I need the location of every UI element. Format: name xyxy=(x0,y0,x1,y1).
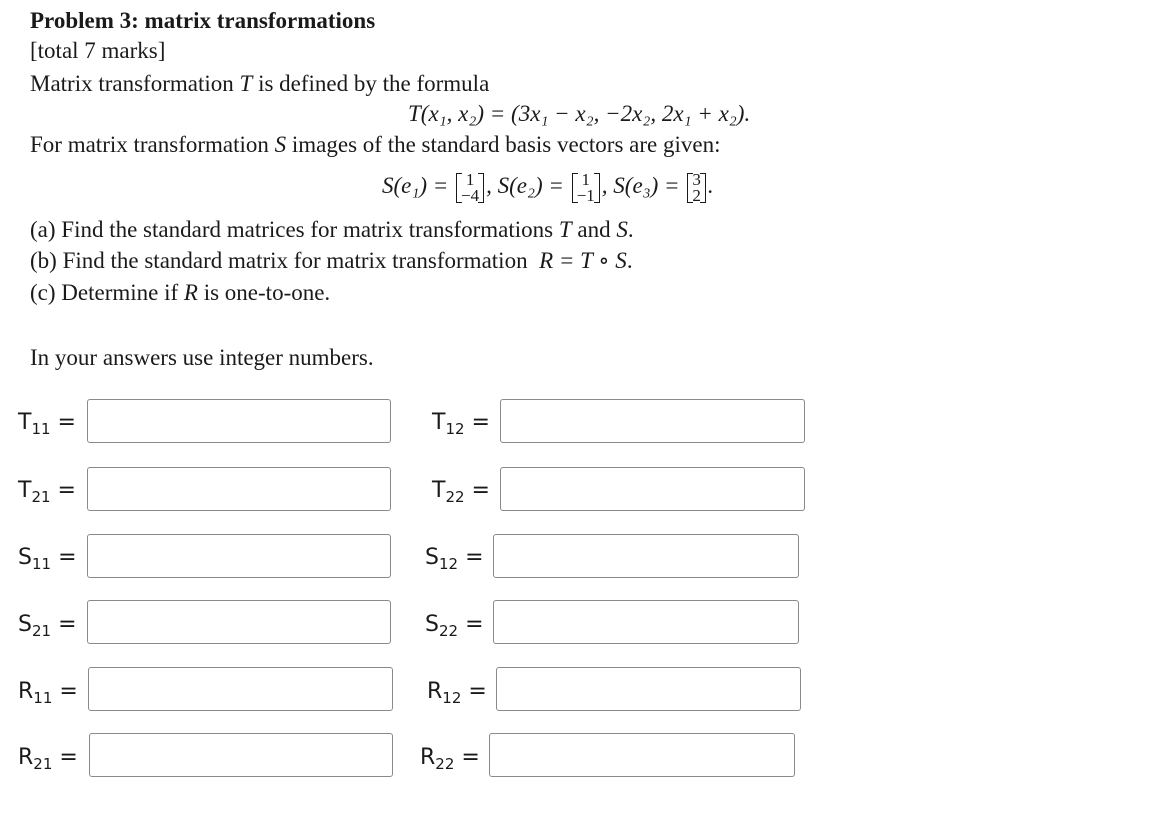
label-s21-eq: = xyxy=(58,612,77,637)
label-t12 xyxy=(432,410,490,442)
label-s21-letter: S xyxy=(18,612,32,637)
s-image-2-sep: , xyxy=(601,173,608,198)
s-image-1-vector xyxy=(456,169,484,205)
label-t12-eq: = xyxy=(471,410,490,435)
label-s22-sub: 22 xyxy=(438,622,459,640)
t-intro-symbol: T xyxy=(239,71,253,96)
input-t12[interactable] xyxy=(500,399,805,443)
part-b-formula: R = T ∘ S xyxy=(539,248,627,273)
label-r22-eq: = xyxy=(461,745,480,770)
part-c-r: R xyxy=(183,280,198,305)
label-t11-sub: 11 xyxy=(31,420,51,438)
label-t21-letter: T xyxy=(18,478,32,503)
s-image-1-label: S(e₁) = xyxy=(382,173,449,198)
input-t21[interactable] xyxy=(87,467,391,511)
t-intro-post: is defined by the formula xyxy=(258,71,490,96)
input-r12[interactable] xyxy=(496,667,801,711)
s-image-1-bottom: −4 xyxy=(461,185,480,205)
s-image-2-bottom: −1 xyxy=(576,185,595,205)
input-t11[interactable] xyxy=(87,399,391,443)
label-s12-sub: 12 xyxy=(438,555,459,573)
s-image-1-top: 1 xyxy=(465,169,475,189)
label-r22-letter: R xyxy=(420,745,436,770)
total-marks: [total 7 marks] xyxy=(30,38,166,63)
label-s21-sub: 21 xyxy=(31,622,52,640)
s-intro xyxy=(30,131,720,159)
label-s11-eq: = xyxy=(58,545,77,570)
s-image-1-sep: , xyxy=(486,173,492,198)
label-t21 xyxy=(18,478,76,510)
s-image-2-vector xyxy=(572,169,600,205)
label-t11-eq: = xyxy=(57,410,76,435)
label-t11-letter: T xyxy=(18,410,32,435)
s-intro-symbol: S xyxy=(274,132,287,157)
part-b-text: (b) Find the standard matrix for matrix transformation xyxy=(30,248,528,273)
label-t11 xyxy=(18,410,76,442)
problem-title: Problem 3: matrix transformations xyxy=(30,8,376,33)
part-a-text: (a) Find the standard matrices for matrix transformations xyxy=(30,217,554,242)
s-intro-pre: For matrix transformation xyxy=(30,132,269,157)
label-t22-letter: T xyxy=(432,478,446,503)
part-a-t: T xyxy=(558,217,572,242)
input-s12[interactable] xyxy=(493,534,799,578)
label-r21-sub: 21 xyxy=(33,755,53,773)
label-t21-sub: 21 xyxy=(31,488,51,506)
input-r22[interactable] xyxy=(489,733,795,777)
label-s11-sub: 11 xyxy=(31,555,52,573)
t-intro xyxy=(30,70,489,98)
input-t22[interactable] xyxy=(500,467,805,511)
instruction: In your answers use integer numbers. xyxy=(30,345,374,370)
label-s21 xyxy=(18,612,77,644)
t-formula: T(x₁, x₂) = (3x₁ − x₂, −2x₂, 2x₁ + x₂). xyxy=(408,101,751,126)
label-r11-eq: = xyxy=(59,679,78,704)
label-t21-eq: = xyxy=(57,478,76,503)
s-image-3-label: S(e₃) = xyxy=(613,173,680,198)
input-s11[interactable] xyxy=(87,534,391,578)
label-r12-sub: 12 xyxy=(442,689,462,707)
s-intro-post: images of the standard basis vectors are given: xyxy=(291,132,721,157)
label-r21 xyxy=(18,745,78,777)
s-image-3-vector xyxy=(687,169,706,205)
label-t22 xyxy=(432,478,490,510)
part-b: (b) Find the standard matrix for matrix transformation R = T ∘ S. xyxy=(30,248,633,273)
label-s12-letter: S xyxy=(425,545,439,570)
label-s12-eq: = xyxy=(465,545,484,570)
label-s11 xyxy=(18,545,77,577)
label-s22 xyxy=(425,612,484,644)
s-images xyxy=(382,166,714,206)
label-r21-letter: R xyxy=(18,745,34,770)
s-image-3-top: 3 xyxy=(692,169,701,189)
label-t22-sub: 22 xyxy=(445,488,465,506)
t-intro-pre: Matrix transformation xyxy=(30,71,234,96)
input-s22[interactable] xyxy=(493,600,799,644)
label-t12-sub: 12 xyxy=(445,420,465,438)
part-a-s: S xyxy=(616,217,628,242)
label-s22-eq: = xyxy=(465,612,484,637)
label-r22 xyxy=(420,745,480,777)
s-image-2-label: S(e₂) = xyxy=(497,173,564,198)
input-r11[interactable] xyxy=(88,667,393,711)
label-r12-letter: R xyxy=(427,679,443,704)
s-image-3-bottom: 2 xyxy=(692,185,701,205)
s-image-2-top: 1 xyxy=(581,169,590,189)
part-c-pre: (c) Determine if xyxy=(30,280,179,305)
label-r11-letter: R xyxy=(18,679,34,704)
label-r11-sub: 11 xyxy=(33,689,53,707)
part-c xyxy=(30,279,330,307)
label-s12 xyxy=(425,545,484,577)
label-r12 xyxy=(427,679,487,711)
s-image-3-sep: . xyxy=(707,173,714,198)
part-c-post: is one-to-one. xyxy=(203,280,331,305)
label-r12-eq: = xyxy=(468,679,487,704)
label-t22-eq: = xyxy=(471,478,490,503)
label-s22-letter: S xyxy=(425,612,439,637)
label-t12-letter: T xyxy=(432,410,446,435)
label-s11-letter: S xyxy=(18,545,32,570)
part-a: (a) Find the standard matrices for matrix transformations T and S. xyxy=(30,217,634,242)
label-r11 xyxy=(18,679,78,711)
input-r21[interactable] xyxy=(89,733,393,777)
label-r22-sub: 22 xyxy=(435,755,455,773)
part-a-and: and xyxy=(577,217,611,242)
label-r21-eq: = xyxy=(59,745,78,770)
input-s21[interactable] xyxy=(87,600,391,644)
